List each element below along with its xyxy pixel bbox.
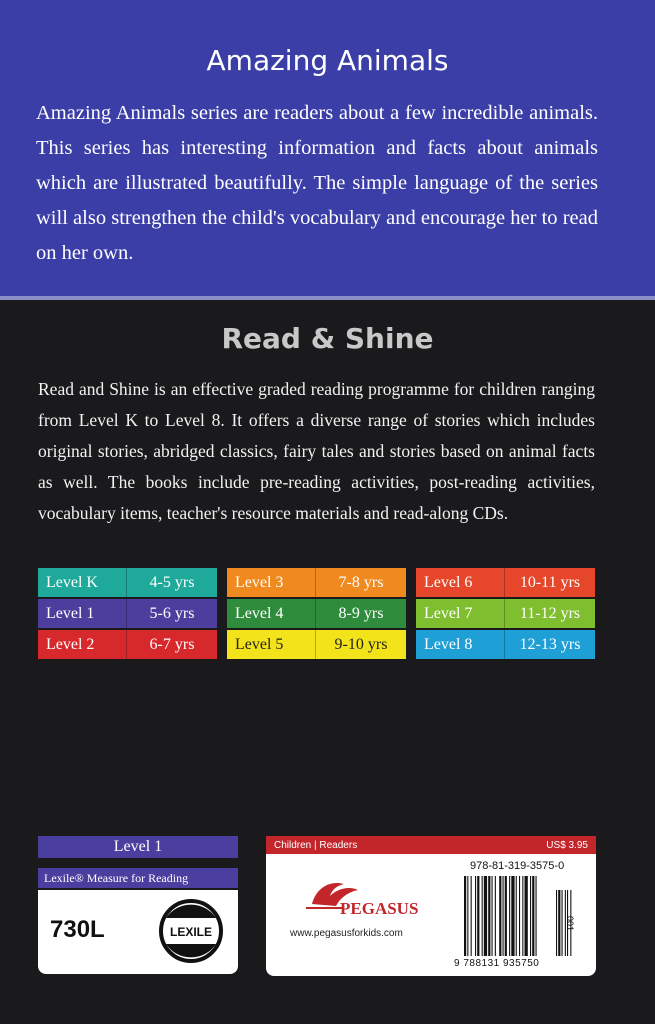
level-row [416, 568, 595, 597]
series-description: Amazing Animals series are readers about a few incredible animals. This series has interesting information and facts about animals which are illustrated beautifully. The simple language of the series will also strengthen the child's vocabulary and encourage her to read on her own. [36, 102, 598, 264]
category-label: Children | Readers [274, 839, 358, 851]
level-label: Level 3 [227, 568, 316, 597]
isbn: 978-81-319-3575-0 [470, 860, 565, 872]
barcode-bar [471, 876, 472, 956]
level-group [416, 568, 595, 661]
barcode-bar [519, 876, 520, 956]
age-range: 8-9 yrs [338, 604, 384, 622]
lexile-level: Level 1 [38, 836, 238, 858]
publisher-url: www.pegasusforkids.com [290, 928, 403, 939]
pegasus-logo [292, 874, 442, 918]
barcode-addon-bar [556, 890, 557, 956]
barcode-addon-bar [562, 890, 563, 956]
level-label: Level 7 [416, 599, 505, 628]
publisher-panel [266, 836, 596, 976]
barcode-bar [509, 876, 510, 956]
barcode-bar [516, 876, 517, 956]
price-label: US$ 3.95 [546, 839, 588, 851]
barcode [464, 876, 576, 958]
age-range: 4-5 yrs [149, 573, 195, 591]
level-row [227, 599, 406, 628]
age-range: 6-7 yrs [149, 635, 195, 653]
read-shine-description: Read and Shine is an effective graded reading programme for children ranging from Level K to Level 8. It offers a diverse range of stories which includes original stories, abridged classics, fairy tales and stories based on animal facts as well. The books include pre-reading activities, post-reading activities, vocabulary items, teacher's resource materials and read-along CDs. [38, 379, 595, 523]
category-bar [266, 836, 596, 854]
age-range: 12-13 yrs [519, 635, 581, 653]
barcode-bar [492, 876, 493, 956]
barcode-bar [505, 876, 507, 956]
level-label: Level 4 [227, 599, 316, 628]
level-label: Level 2 [38, 630, 127, 659]
barcode-addon-bar [558, 890, 560, 956]
barcode-bar [503, 876, 504, 956]
barcode-bar [477, 876, 479, 956]
barcode-bar [475, 876, 476, 956]
level-row [416, 630, 595, 659]
barcode-bar [530, 876, 531, 956]
barcode-digits: 9 788131 935750 [454, 958, 540, 969]
barcode-bar [536, 876, 537, 956]
barcode-bar [522, 876, 523, 956]
barcode-bar [525, 876, 528, 956]
age-range: 7-8 yrs [338, 573, 384, 591]
lexile-measure-label: Lexile® Measure for Reading [38, 868, 238, 888]
level-label: Level 6 [416, 568, 505, 597]
series-title: Amazing Animals [206, 44, 449, 77]
lexile-logo [158, 898, 224, 964]
age-range: 5-6 yrs [149, 604, 195, 622]
pegasus-logo-text: PEGASUS [340, 899, 419, 918]
level-row [227, 568, 406, 597]
level-label: Level 8 [416, 630, 505, 659]
barcode-bar [482, 876, 483, 956]
barcode-bar [499, 876, 501, 956]
level-row [227, 630, 406, 659]
barcode-bar [488, 876, 490, 956]
level-label: Level 1 [38, 599, 127, 628]
level-group [227, 568, 406, 661]
divider [0, 296, 655, 300]
level-row [38, 568, 217, 597]
barcode-bar [467, 876, 468, 956]
level-label: Level K [38, 568, 127, 597]
lexile-logo-text: LEXILE [169, 925, 213, 939]
level-group [38, 568, 217, 661]
barcode-bar [464, 876, 466, 956]
barcode-bar [532, 876, 534, 956]
level-row [38, 630, 217, 659]
lexile-score-box [38, 890, 238, 974]
barcode-addon: 001 [565, 916, 575, 932]
age-range: 9-10 yrs [334, 635, 388, 653]
level-row [416, 599, 595, 628]
lexile-score: 730L [50, 916, 105, 943]
age-range: 11-12 yrs [519, 604, 581, 622]
barcode-bar [495, 876, 496, 956]
age-range: 10-11 yrs [519, 573, 581, 591]
barcode-bar [511, 876, 514, 956]
barcode-bar [484, 876, 487, 956]
lexile-panel [38, 836, 238, 974]
read-shine-title: Read & Shine [221, 322, 434, 355]
level-label: Level 5 [227, 630, 316, 659]
level-row [38, 599, 217, 628]
